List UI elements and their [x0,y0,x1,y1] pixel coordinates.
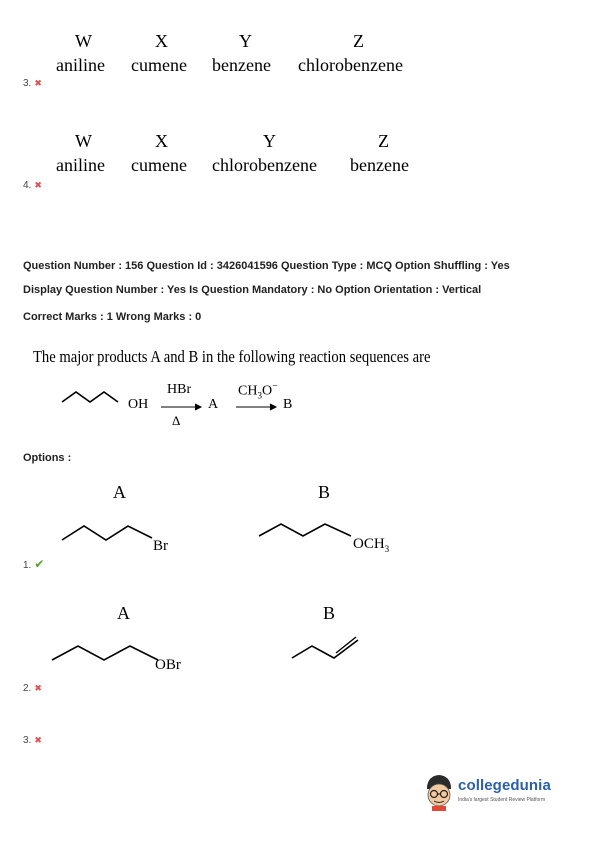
option-1-number: 1. ✔ [23,557,45,571]
question-text: The major products A and B in the following reaction sequences are [33,347,431,366]
option-2-label-b: B [323,603,336,623]
option-1-structure-a [60,520,160,550]
option-3-letter-w: W [75,31,92,51]
option-2-label-a: A [117,603,130,623]
question-meta-line-1: Question Number : 156 Question Id : 3426041596 Question Type : MCQ Option Shuffling : Yes [23,260,510,272]
option-4-letter-w: W [75,131,92,151]
option-4-letter-x: X [155,131,168,151]
option-2-structure-b [290,632,365,664]
arrow-2-icon [236,403,280,411]
option-2-structure-a [50,640,165,670]
option-3-name-x: cumene [131,55,187,75]
reagent-2: $CH_3O^-$ [238,381,278,401]
cross-icon: ✖ [34,735,42,745]
logo-tagline: India's largest Student Review Platform [458,797,546,803]
option-1-group-a: Br [153,538,168,554]
option-1-structure-b [257,520,357,550]
reactant-group: OH [128,397,149,412]
option-4-letter-y: Y [263,131,276,151]
arrow-1-icon [161,403,205,411]
question-meta-line-2: Display Question Number : Yes Is Question Mandatory : No Option Orientation : Vertical [23,284,482,296]
option-4-letter-z: Z [378,131,389,151]
option-3-number: 3. ✖ [23,78,42,89]
cross-icon: ✖ [34,683,42,693]
mascot-icon [422,773,456,811]
option-4-number: 4. ✖ [23,180,42,191]
condition-1: Δ [172,413,181,428]
option-4-name-x: cumene [131,155,187,175]
check-icon: ✔ [34,557,45,571]
option-1-group-b: $OCH_3$ [353,536,390,554]
product-a: A [208,397,219,412]
option-3-name-z: chlorobenzene [298,55,403,75]
option-1-label-b: B [318,482,331,502]
option-4-name-y: chlorobenzene [212,155,317,175]
option-2-group-a: OBr [155,657,181,673]
options-label: Options : [23,452,72,464]
cross-icon: ✖ [34,78,42,88]
option-3-letter-y: Y [239,31,252,51]
option-4-name-w: aniline [56,155,105,175]
option-3-current-number: 3. ✖ [23,735,42,746]
cross-icon: ✖ [34,180,42,190]
option-2-number: 2. ✖ [23,683,42,694]
question-meta-line-3: Correct Marks : 1 Wrong Marks : 0 [23,311,202,323]
logo-name: collegedunia [458,777,551,794]
collegedunia-logo [422,773,572,813]
product-b: B [283,397,293,412]
reagent-1: HBr [167,382,192,397]
option-1-label-a: A [113,482,126,502]
option-3-name-y: benzene [212,55,271,75]
option-4-name-z: benzene [350,155,409,175]
option-3-name-w: aniline [56,55,105,75]
option-3-letter-x: X [155,31,168,51]
option-3-letter-z: Z [353,31,364,51]
